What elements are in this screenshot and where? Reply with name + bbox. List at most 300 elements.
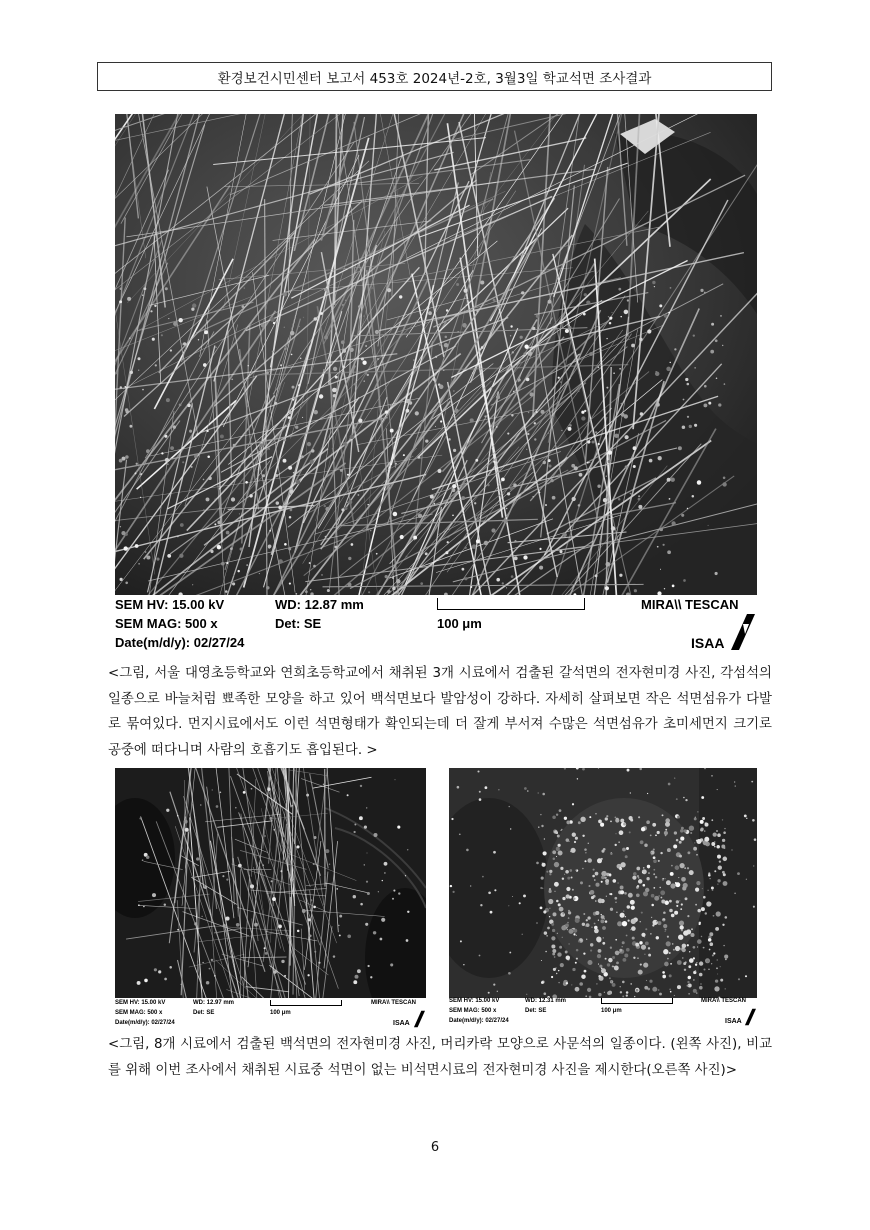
particle-texture xyxy=(187,404,190,407)
particle-texture xyxy=(362,361,366,365)
particle-texture xyxy=(708,969,709,970)
particle-texture xyxy=(308,918,311,921)
particle-texture xyxy=(690,933,694,937)
particle-texture xyxy=(624,954,628,958)
particle-texture xyxy=(602,871,607,876)
particle-texture xyxy=(594,923,596,925)
particle-texture xyxy=(601,914,602,915)
particle-texture xyxy=(406,555,408,557)
particle-texture xyxy=(714,841,716,843)
sem-scale-label: 100 μm xyxy=(437,616,482,631)
sem-wd-label: WD: 12.87 mm xyxy=(275,597,364,612)
particle-texture xyxy=(573,933,575,935)
particle-texture xyxy=(601,915,605,919)
particle-texture xyxy=(687,383,690,386)
particle-texture xyxy=(215,347,217,349)
particle-texture xyxy=(605,586,609,590)
particle-texture xyxy=(717,855,721,859)
particle-texture xyxy=(571,848,576,853)
particle-texture xyxy=(662,975,666,979)
particle-texture xyxy=(615,818,619,822)
particle-texture xyxy=(717,883,718,884)
particle-texture xyxy=(576,949,579,952)
particle-texture xyxy=(605,958,607,960)
particle-texture xyxy=(523,555,527,559)
particle-texture xyxy=(444,343,448,347)
particle-texture xyxy=(631,919,636,924)
particle-texture xyxy=(418,514,422,518)
particle-texture xyxy=(341,340,345,344)
particle-texture xyxy=(579,473,583,477)
particle-texture xyxy=(541,410,545,414)
particle-texture xyxy=(314,410,318,414)
particle-texture xyxy=(582,835,584,837)
particle-texture xyxy=(680,829,683,832)
particle-texture xyxy=(626,847,629,850)
particle-texture xyxy=(598,949,602,953)
particle-texture xyxy=(577,778,578,779)
particle-texture xyxy=(692,495,695,498)
particle-texture xyxy=(580,881,583,884)
particle-texture xyxy=(342,304,344,306)
particle-texture xyxy=(549,888,551,890)
particle-texture xyxy=(456,283,459,286)
particle-texture xyxy=(563,304,564,305)
particle-texture xyxy=(695,964,697,966)
particle-texture xyxy=(417,436,418,437)
particle-texture xyxy=(618,841,619,842)
particle-texture xyxy=(482,361,484,363)
particle-texture xyxy=(665,929,667,931)
particle-texture xyxy=(606,387,608,389)
particle-texture xyxy=(514,556,518,560)
particle-texture xyxy=(658,989,660,991)
particle-texture xyxy=(687,985,689,987)
particle-texture xyxy=(554,830,558,834)
particle-texture xyxy=(626,994,628,996)
particle-texture xyxy=(638,877,639,878)
micrograph-amosite xyxy=(115,114,757,595)
particle-texture xyxy=(651,854,652,855)
particle-texture xyxy=(677,985,681,989)
particle-texture xyxy=(309,562,311,564)
particle-texture xyxy=(177,535,179,537)
particle-texture xyxy=(662,814,664,816)
particle-texture xyxy=(545,951,547,953)
particle-texture xyxy=(377,358,379,360)
particle-texture xyxy=(625,855,628,858)
particle-texture xyxy=(648,872,650,874)
sem-brand-label: MIRA\\ TESCAN xyxy=(641,597,739,612)
particle-texture xyxy=(679,900,680,901)
particle-texture xyxy=(616,962,619,965)
particle-texture xyxy=(268,544,272,548)
particle-texture xyxy=(295,426,298,429)
particle-texture xyxy=(222,875,224,877)
particle-texture xyxy=(306,794,309,797)
particle-texture xyxy=(629,831,631,833)
particle-texture xyxy=(554,882,559,887)
particle-texture xyxy=(474,502,476,504)
particle-texture xyxy=(289,411,292,414)
particle-texture xyxy=(644,986,648,990)
particle-texture xyxy=(644,954,645,955)
particle-texture xyxy=(360,785,362,787)
particle-texture xyxy=(142,389,144,391)
particle-texture xyxy=(409,401,412,404)
particle-texture xyxy=(752,819,755,822)
particle-texture xyxy=(452,484,456,488)
particle-texture xyxy=(623,823,626,826)
particle-texture xyxy=(161,334,163,336)
particle-texture xyxy=(556,856,557,857)
particle-texture xyxy=(597,938,602,943)
particle-texture xyxy=(681,514,684,517)
particle-texture xyxy=(644,843,648,847)
particle-texture xyxy=(693,946,696,949)
particle-texture xyxy=(125,581,128,584)
particle-texture xyxy=(587,988,591,992)
report-header xyxy=(97,62,772,91)
particle-texture xyxy=(601,875,605,879)
particle-texture xyxy=(335,376,338,379)
isaa-logo-text: ISAA xyxy=(393,1020,410,1027)
particle-texture xyxy=(680,837,684,841)
particle-texture xyxy=(625,916,626,917)
particle-texture xyxy=(270,317,274,321)
particle-texture xyxy=(553,858,556,861)
particle-texture xyxy=(687,915,689,917)
particle-texture xyxy=(705,912,707,914)
particle-texture xyxy=(561,430,562,431)
particle-texture xyxy=(333,367,337,371)
particle-texture xyxy=(609,873,611,875)
particle-texture xyxy=(679,855,682,858)
particle-texture xyxy=(689,870,694,875)
particle-texture xyxy=(532,496,533,497)
particle-texture xyxy=(708,872,710,874)
particle-texture xyxy=(616,911,618,913)
sem-scale-label: 100 μm xyxy=(270,1010,291,1016)
particle-texture xyxy=(428,311,432,315)
particle-texture xyxy=(560,963,564,967)
sem-hv-label: SEM HV: 15.00 kV xyxy=(449,998,500,1004)
particle-texture xyxy=(588,885,590,887)
particle-texture xyxy=(629,816,633,820)
figure-caption-amosite: <그림, 서울 대영초등학교와 연희초등학교에서 채취된 3개 시료에서 검출된 갈석면의 전자현미경 사진, 각섬석의 일종으로 바늘처럼 뾰족한 모양을 하고 있어 백석면보다 발암성이 강하다. 자세히 살펴보면 작은 석면섬유가 다발로 묶여있다. 먼지시료에서도 이런 석면형태가 확인되는데 더 잘게 부서져 수많은 석면섬유가 초미세먼지 크기로 공중에 떠다니며 사람의 호흡기도 흡입된다. > xyxy=(108,666,772,758)
particle-texture xyxy=(382,880,383,881)
particle-texture xyxy=(622,848,626,852)
particle-texture xyxy=(705,823,709,827)
particle-texture xyxy=(583,913,585,915)
particle-texture xyxy=(538,826,539,827)
particle-texture xyxy=(575,837,578,840)
particle-texture xyxy=(584,860,586,862)
particle-texture xyxy=(615,902,616,903)
particle-texture xyxy=(390,429,394,433)
particle-texture xyxy=(121,531,125,535)
particle-texture xyxy=(660,890,665,895)
particle-texture xyxy=(699,986,703,990)
particle-texture xyxy=(693,989,697,993)
particle-texture xyxy=(549,916,550,917)
particle-texture xyxy=(687,867,689,869)
particle-texture xyxy=(565,870,569,874)
particle-texture xyxy=(632,907,633,908)
particle-texture xyxy=(467,299,468,300)
particle-texture xyxy=(142,859,144,861)
particle-texture xyxy=(155,364,157,366)
particle-texture xyxy=(452,891,454,893)
particle-texture xyxy=(321,574,323,576)
particle-texture xyxy=(636,989,639,992)
particle-texture xyxy=(539,492,541,494)
micrograph-chrysotile xyxy=(115,768,426,998)
particle-texture xyxy=(231,497,235,501)
particle-texture xyxy=(696,854,698,856)
particle-texture xyxy=(659,304,662,307)
particle-texture xyxy=(734,892,736,894)
particle-texture xyxy=(313,906,316,909)
particle-texture xyxy=(184,820,188,824)
particle-texture xyxy=(559,809,562,812)
particle-texture xyxy=(722,819,723,820)
particle-texture xyxy=(638,970,643,975)
particle-texture xyxy=(647,329,651,333)
particle-texture xyxy=(633,957,635,959)
particle-texture xyxy=(212,789,213,790)
particle-texture xyxy=(540,907,543,910)
particle-texture xyxy=(638,495,640,497)
particle-texture xyxy=(586,919,588,921)
particle-texture xyxy=(590,950,592,952)
particle-texture xyxy=(667,958,669,960)
particle-texture xyxy=(633,465,636,468)
particle-texture xyxy=(278,506,282,510)
particle-texture xyxy=(154,305,156,307)
sem-det-label: Det: SE xyxy=(275,616,322,631)
particle-texture xyxy=(725,916,728,919)
particle-texture xyxy=(682,425,686,429)
particle-texture xyxy=(663,920,665,922)
particle-texture xyxy=(551,944,555,948)
particle-texture xyxy=(164,435,167,438)
particle-texture xyxy=(560,912,565,917)
particle-texture xyxy=(464,546,466,548)
particle-texture xyxy=(560,867,563,870)
particle-texture xyxy=(620,819,624,823)
particle-texture xyxy=(582,923,585,926)
particle-texture xyxy=(609,317,612,320)
particle-texture xyxy=(507,492,510,495)
particle-texture xyxy=(166,809,169,812)
particle-texture xyxy=(657,831,660,834)
particle-texture xyxy=(557,933,558,934)
particle-texture xyxy=(338,925,339,926)
particle-texture xyxy=(687,508,688,509)
particle-texture xyxy=(146,449,150,453)
particle-texture xyxy=(371,287,373,289)
particle-texture xyxy=(598,443,600,445)
particle-texture xyxy=(716,377,718,379)
particle-texture xyxy=(648,954,651,957)
particle-texture xyxy=(683,399,685,401)
particle-texture xyxy=(572,928,573,929)
particle-texture xyxy=(674,911,678,915)
particle-texture xyxy=(597,484,600,487)
particle-texture xyxy=(564,817,567,820)
particle-texture xyxy=(669,909,673,913)
particle-texture xyxy=(207,456,210,459)
particle-texture xyxy=(301,455,304,458)
particle-texture xyxy=(144,287,147,290)
particle-texture xyxy=(496,426,498,428)
particle-texture xyxy=(601,881,603,883)
particle-texture xyxy=(683,579,686,582)
particle-texture xyxy=(548,459,551,462)
particle-texture xyxy=(387,288,391,292)
particle-texture xyxy=(510,487,514,491)
particle-texture xyxy=(530,392,534,396)
particle-texture xyxy=(659,895,660,896)
particle-texture xyxy=(579,939,582,942)
particle-texture xyxy=(701,907,705,911)
particle-texture xyxy=(711,819,713,821)
particle-texture xyxy=(685,378,688,381)
particle-texture xyxy=(168,318,169,319)
particle-texture xyxy=(653,887,655,889)
particle-texture xyxy=(406,939,409,942)
particle-texture xyxy=(215,499,216,500)
particle-texture xyxy=(289,583,291,585)
particle-texture xyxy=(598,964,599,965)
particle-texture xyxy=(232,582,235,585)
particle-texture xyxy=(667,550,671,554)
particle-texture xyxy=(695,904,697,906)
particle-texture xyxy=(562,877,564,879)
particle-texture xyxy=(488,992,490,994)
sem-mag-label: SEM MAG: 500 x xyxy=(449,1008,497,1014)
particle-texture xyxy=(415,411,419,415)
particle-texture xyxy=(392,898,394,900)
particle-texture xyxy=(587,916,590,919)
particle-texture xyxy=(559,946,562,949)
particle-texture xyxy=(632,876,636,880)
particle-texture xyxy=(310,899,312,901)
particle-texture xyxy=(282,420,284,422)
particle-texture xyxy=(462,323,467,328)
particle-texture xyxy=(119,459,123,463)
particle-texture xyxy=(152,338,155,341)
particle-texture xyxy=(447,541,449,543)
particle-texture xyxy=(664,878,665,879)
particle-texture xyxy=(451,818,453,820)
particle-texture xyxy=(638,505,642,509)
particle-texture xyxy=(716,845,720,849)
particle-texture xyxy=(568,911,571,914)
particle-texture xyxy=(572,968,575,971)
particle-texture xyxy=(665,835,667,837)
sem-image-amosite xyxy=(115,114,757,654)
particle-texture xyxy=(717,833,721,837)
particle-texture xyxy=(526,378,530,382)
particle-texture xyxy=(541,877,544,880)
particle-texture xyxy=(676,900,679,903)
particle-texture xyxy=(324,505,326,507)
particle-texture xyxy=(568,943,569,944)
particle-texture xyxy=(712,954,714,956)
particle-texture xyxy=(536,862,539,865)
particle-texture xyxy=(341,508,344,511)
particle-texture xyxy=(452,514,454,516)
particle-texture xyxy=(641,945,646,950)
particle-texture xyxy=(587,440,590,443)
particle-texture xyxy=(615,817,617,819)
particle-texture xyxy=(370,530,371,531)
particle-texture xyxy=(572,889,574,891)
particle-texture xyxy=(558,377,560,379)
particle-texture xyxy=(135,472,137,474)
particle-texture xyxy=(568,427,572,431)
particle-texture xyxy=(291,354,293,356)
particle-texture xyxy=(640,964,642,966)
particle-texture xyxy=(703,896,706,899)
particle-texture xyxy=(571,877,573,879)
particle-texture xyxy=(645,928,647,930)
particle-texture xyxy=(139,818,141,820)
particle-texture xyxy=(552,850,556,854)
particle-texture xyxy=(548,302,550,304)
particle-texture xyxy=(631,344,635,348)
particle-texture xyxy=(653,873,655,875)
particle-texture xyxy=(502,582,504,584)
particle-texture xyxy=(549,415,552,418)
particle-texture xyxy=(633,446,637,450)
particle-texture xyxy=(701,796,704,799)
particle-texture xyxy=(347,934,351,938)
particle-texture xyxy=(704,385,707,388)
particle-texture xyxy=(284,543,287,546)
particle-texture xyxy=(569,424,572,427)
particle-texture xyxy=(206,497,210,501)
particle-texture xyxy=(130,371,133,374)
particle-texture xyxy=(230,547,233,550)
particle-texture xyxy=(552,929,555,932)
particle-texture xyxy=(405,875,406,876)
particle-texture xyxy=(361,357,364,360)
particle-texture xyxy=(512,351,514,353)
particle-texture xyxy=(314,951,316,953)
particle-texture xyxy=(498,306,501,309)
particle-texture xyxy=(689,826,694,831)
particle-texture xyxy=(120,386,122,388)
particle-texture xyxy=(158,970,161,973)
particle-texture xyxy=(325,507,329,511)
particle-texture xyxy=(472,544,477,549)
particle-texture xyxy=(552,496,556,500)
particle-texture xyxy=(290,509,293,512)
particle-texture xyxy=(275,474,278,477)
particle-texture xyxy=(706,960,709,963)
particle-texture xyxy=(596,983,597,984)
particle-texture xyxy=(640,412,643,415)
particle-texture xyxy=(723,881,728,886)
particle-texture xyxy=(459,833,461,835)
particle-texture xyxy=(513,483,517,487)
particle-texture xyxy=(393,512,398,517)
particle-texture xyxy=(293,472,294,473)
isaa-logo-text: ISAA xyxy=(691,635,725,651)
